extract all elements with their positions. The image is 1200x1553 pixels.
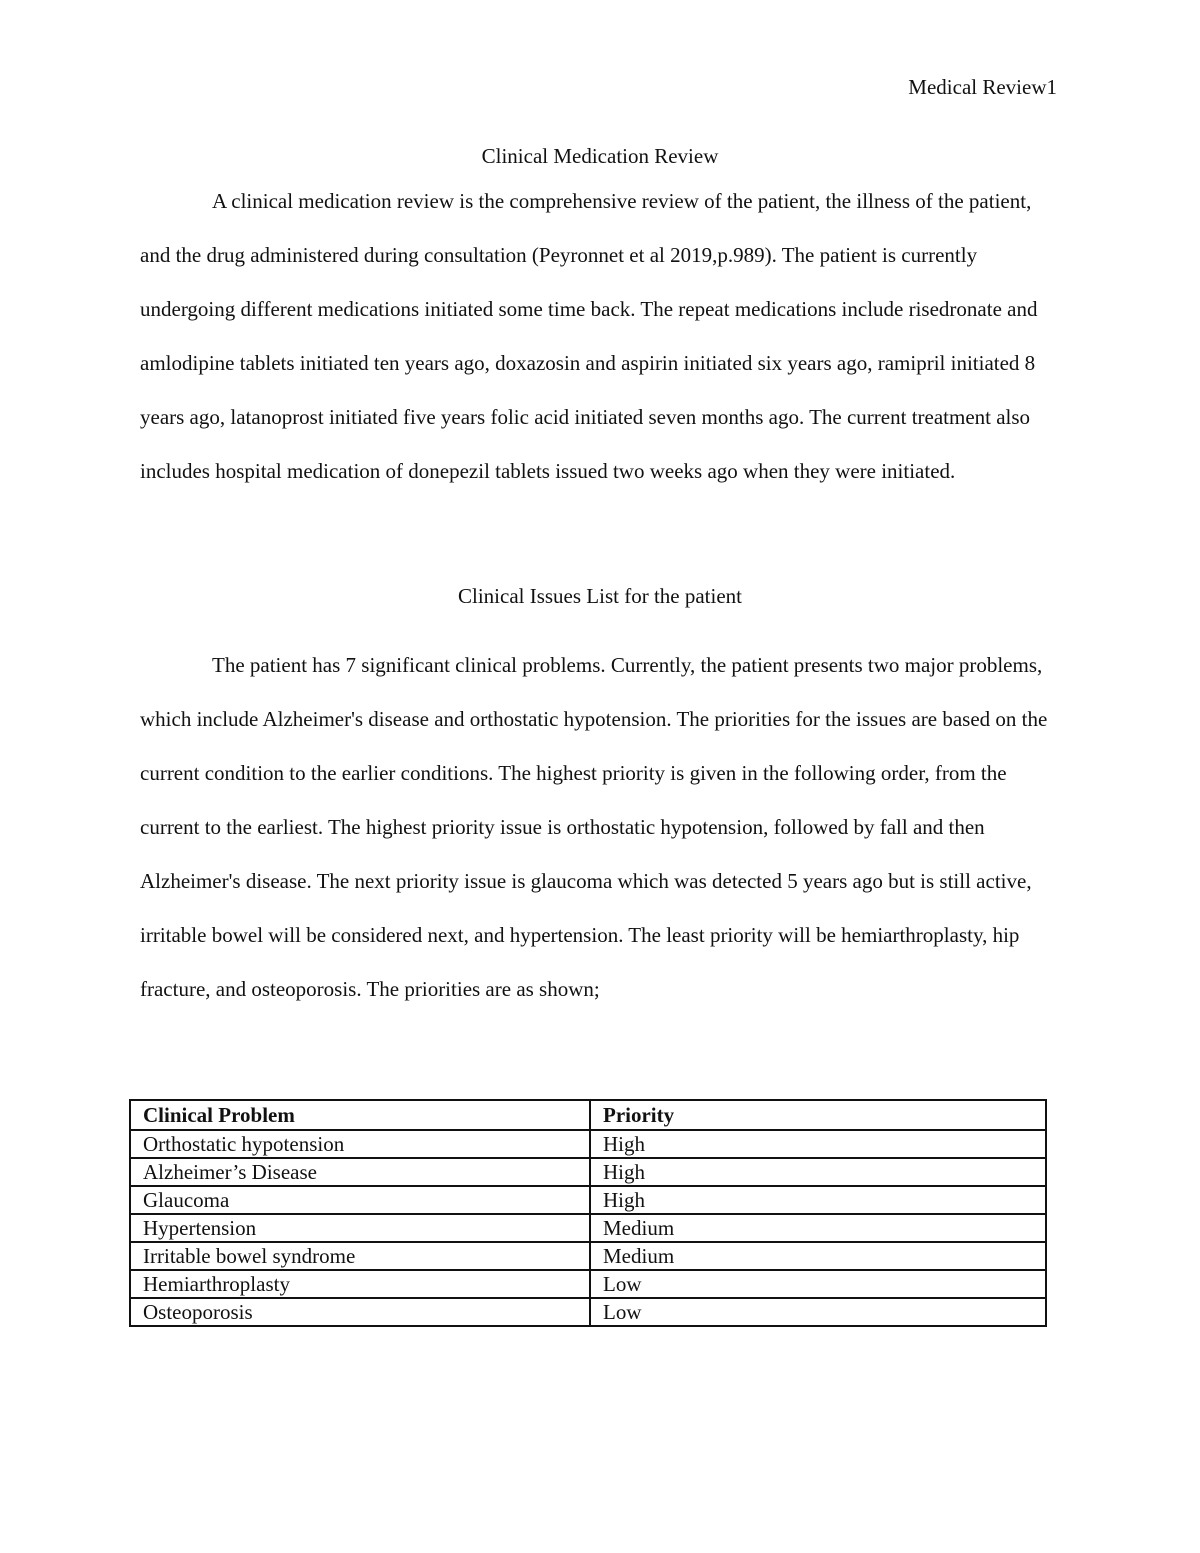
table-row [130,1186,1046,1214]
table-row [130,1214,1046,1242]
paragraph-medication-review: A clinical medication review is the comprehensive review of the patient, the illness of the patient, and the drug administered during consultation (Peyronnet et al 2019,p.989). The patient is currently undergoing different medications initiated some time back. The repeat medications include risedronate and amlodipine tablets initiated ten years ago, doxazosin and aspirin initiated six years ago, ramipril initiated 8 years ago, latanoprost initiated five years folic acid initiated seven months ago. The current treatment also includes hospital medication of donepezil tablets issued two weeks ago when they were initiated. [140,189,1038,483]
document-title: Clinical Medication Review [481,144,719,168]
column-header-clinical-problem: Clinical Problem [130,1100,590,1130]
section-heading: Clinical Issues List for the patient [457,584,743,608]
clinical-problem-cell: Hemiarthroplasty [130,1270,590,1298]
priority-cell: Low [590,1298,1046,1326]
clinical-problem-cell: Alzheimer’s Disease [130,1158,590,1186]
priority-cell: Medium [590,1214,1046,1242]
clinical-problem-cell: Osteoporosis [130,1298,590,1326]
paragraph-clinical-issues: The patient has 7 significant clinical problems. Currently, the patient presents two major problems, which include Alzheimer's disease and orthostatic hypotension. The priorities for the issues are based on the current condition to the earlier conditions. The highest priority is given in the following order, from the current to the earliest. The highest priority issue is orthostatic hypotension, followed by fall and then Alzheimer's disease. The next priority issue is glaucoma which was detected 5 years ago but is still active, irritable bowel will be considered next, and hypertension. The least priority will be hemiarthroplasty, hip fracture, and osteoporosis. The priorities are as shown; [140,653,1048,1001]
clinical-problem-cell: Irritable bowel syndrome [130,1242,590,1270]
priority-cell: High [590,1186,1046,1214]
clinical-problem-cell: Hypertension [130,1214,590,1242]
priority-table [129,1099,1047,1327]
table-row [130,1130,1046,1158]
column-header-priority: Priority [590,1100,1046,1130]
priority-cell: Low [590,1270,1046,1298]
table-row [130,1158,1046,1186]
table-row [130,1298,1046,1326]
priority-cell: High [590,1158,1046,1186]
clinical-problem-cell: Orthostatic hypotension [130,1130,590,1158]
table-header-row [130,1100,1046,1130]
table-row [130,1270,1046,1298]
priority-cell: Medium [590,1242,1046,1270]
clinical-problem-cell: Glaucoma [130,1186,590,1214]
table-row [130,1242,1046,1270]
priority-cell: High [590,1130,1046,1158]
running-head: Medical Review1 [908,75,1057,99]
